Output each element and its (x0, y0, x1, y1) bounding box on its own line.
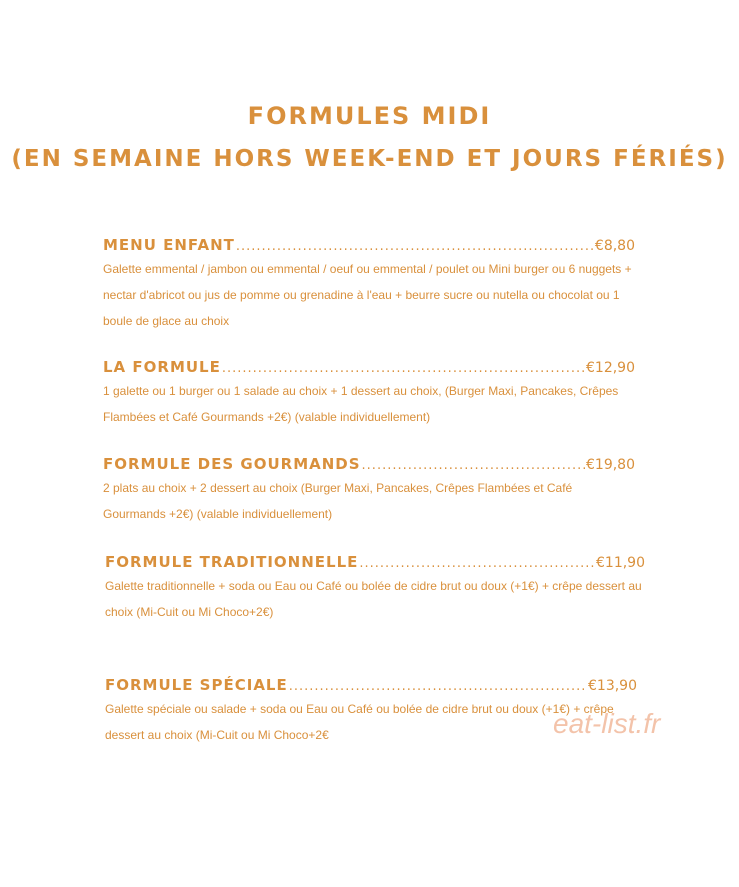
dot-leader (362, 458, 585, 473)
menu-item-description: 2 plats au choix + 2 dessert au choix (Burger Maxi, Pancakes, Crêpes Flambées et Café Gourmands +2€) (valable individuellement) (103, 481, 573, 521)
menu-item-name: LA FORMULE (103, 358, 221, 376)
menu-item-price: €11,90 (596, 555, 645, 571)
menu-item-price: €8,80 (594, 238, 635, 254)
menu-item-price: €12,90 (586, 360, 635, 376)
watermark: eat-list.fr (553, 708, 661, 739)
menu-item-header (103, 455, 635, 473)
page-title: FORMULES MIDI (247, 102, 492, 130)
dot-leader (236, 239, 594, 254)
page-subtitle: (EN SEMAINE HORS WEEK-END ET JOURS FÉRIÉS) (11, 146, 728, 172)
menu-item-name: FORMULE SPÉCIALE (105, 676, 288, 694)
menu-item-description: Galette emmental / jambon ou emmental / oeuf ou emmental / poulet ou Mini burger ou 6 nuggets + nectar d'abricot ou jus de pomme ou grenadine à l'eau + beurre sucre ou nutella ou chocolat ou 1 boule de glace au choix (103, 262, 632, 328)
menu-item-formule-des-gourmands (103, 455, 635, 527)
menu-item-header (103, 358, 635, 376)
menu-item-header (105, 676, 637, 694)
menu-item-price: €13,90 (588, 678, 637, 694)
menu-item-description: Galette spéciale ou salade + soda ou Eau ou Café ou bolée de cidre brut ou doux (+1€) + crêpe dessert au choix (Mi-Cuit ou Mi Choco+2€ (105, 702, 614, 742)
menu-item-description: Galette traditionnelle + soda ou Eau ou Café ou bolée de cidre brut ou doux (+1€) + crêpe dessert au choix (Mi-Cuit ou Mi Choco+2€) (105, 579, 642, 619)
menu-item-header (103, 236, 635, 254)
menu-item-la-formule (103, 358, 635, 430)
menu-item-formule-traditionnelle (105, 553, 645, 625)
dot-leader (289, 679, 587, 694)
menu-item-name: FORMULE TRADITIONNELLE (105, 553, 359, 571)
menu-item-name: MENU ENFANT (103, 236, 235, 254)
menu-item-price: €19,80 (586, 457, 635, 473)
dot-leader (359, 556, 595, 571)
menu-item-description: 1 galette ou 1 burger ou 1 salade au choix + 1 dessert au choix, (Burger Maxi, Pancakes, Crêpes Flambées et Café Gourmands +2€) (valable individuellement) (103, 384, 619, 424)
dot-leader (222, 361, 585, 376)
menu-item-name: FORMULE DES GOURMANDS (103, 455, 361, 473)
menu-item-header (105, 553, 645, 571)
menu-item-menu-enfant (103, 236, 635, 334)
